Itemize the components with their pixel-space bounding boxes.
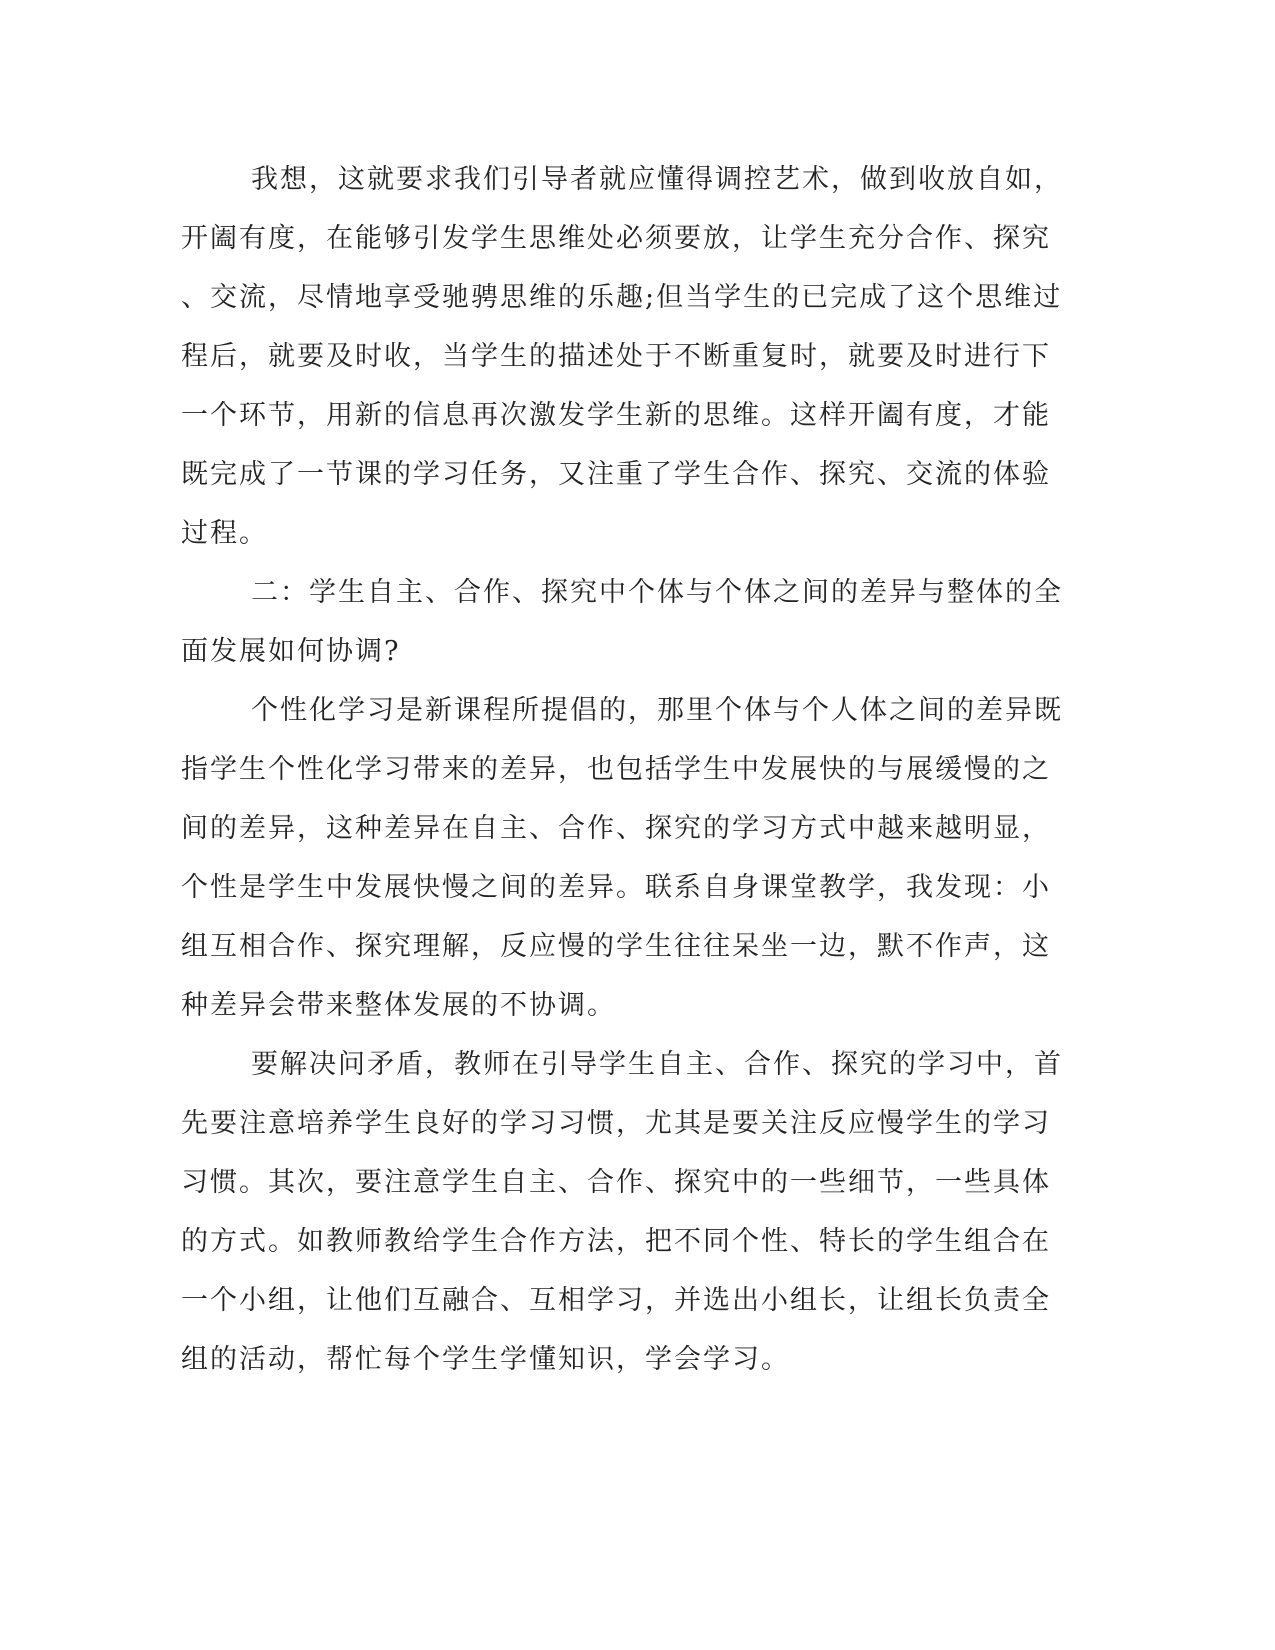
paragraph-4-line-1: 要解决问矛盾，教师在引导学生自主、合作、探究的学习中，首	[251, 1049, 1063, 1080]
paragraph-1-line-4: 程后，就要及时收，当学生的描述处于不断重复时，就要及时进行下	[181, 341, 1051, 372]
paragraph-4-line-6: 组的活动，帮忙每个学生学懂知识，学会学习。	[181, 1344, 790, 1375]
paragraph-1-line-2: 开阖有度，在能够引发学生思维处必须要放，让学生充分合作、探究	[181, 223, 1051, 254]
paragraph-1-line-5: 一个环节，用新的信息再次激发学生新的思维。这样开阖有度，才能	[181, 400, 1051, 431]
paragraph-3-line-2: 指学生个性化学习带来的差异，也包括学生中发展快的与展缓慢的之	[181, 754, 1051, 785]
paragraph-1-line-6: 既完成了一节课的学习任务，又注重了学生合作、探究、交流的体验	[181, 459, 1051, 490]
body-text	[181, 150, 1061, 1389]
paragraph-1-line-1: 我想，这就要求我们引导者就应懂得调控艺术，做到收放自如，	[251, 164, 1063, 195]
paragraph-3-line-4: 个性是学生中发展快慢之间的差异。联系自身课堂教学，我发现：小	[181, 872, 1051, 903]
paragraph-4-line-5: 一个小组，让他们互融合、互相学习，并选出小组长，让组长负责全	[181, 1285, 1051, 1316]
paragraph-2-line-2: 面发展如何协调?	[181, 636, 401, 667]
paragraph-1-line-7: 过程。	[181, 518, 268, 549]
paragraph-4-line-2: 先要注意培养学生良好的学习习惯，尤其是要关注反应慢学生的学习	[181, 1108, 1051, 1139]
paragraph-2-line-1: 二：学生自主、合作、探究中个体与个体之间的差异与整体的全	[251, 577, 1063, 608]
paragraph-4-line-4: 的方式。如教师教给学生合作方法，把不同个性、特长的学生组合在	[181, 1226, 1051, 1257]
paragraph-3-line-1: 个性化学习是新课程所提倡的，那里个体与个人体之间的差异既	[251, 695, 1063, 726]
paragraph-4-line-3: 习惯。其次，要注意学生自主、合作、探究中的一些细节，一些具体	[181, 1167, 1051, 1198]
paragraph-1-line-3: 、交流，尽情地享受驰骋思维的乐趣;但当学生的已完成了这个思维过	[181, 282, 1063, 313]
paragraph-3-line-3: 间的差异，这种差异在自主、合作、探究的学习方式中越来越明显，	[181, 813, 1051, 844]
paragraph-3-line-6: 种差异会带来整体发展的不协调。	[181, 990, 616, 1021]
paragraph-3-line-5: 组互相合作、探究理解，反应慢的学生往往呆坐一边，默不作声，这	[181, 931, 1051, 962]
